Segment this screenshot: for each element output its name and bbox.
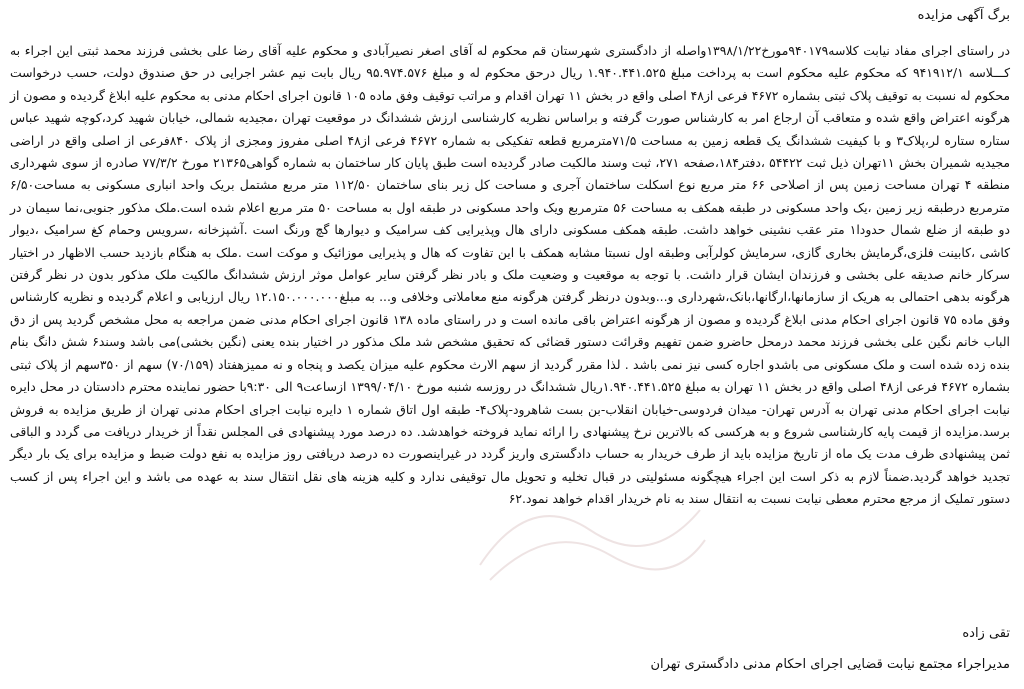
document-body: در راستای اجرای مفاد نیابت کلاسه۹۴۰۱۷۹مورخ۱۳۹۸/۱/۲۲واصله از دادگستری شهرستان قم محکوم له آقای اصغر نصیرآبادی و محکوم علیه آقای رضا علی بخشی فرزند محمد ثبتی این اجراء به کـــلاسه ۹۴۱۹۱۲/۱ که محکوم علیه محکوم است به پرداخت مبلغ ۱.۹۴۰.۴۴۱.۵۲۵ ریال درحق محکوم له و مبلغ ۹۵.۹۷۴.۵۷۶ ریال بابت نیم عشر اجرایی در حق صندوق دولت، حسب درخواست محکوم له نسبت به توقیف پلاک ثبتی بشماره ۴۶۷۲ فرعی از۴۸ اصلی واقع در بخش ۱۱ تهران اقدام و مراتب توقیف وفق ماده ۱۰۵ قانون اجرای احکام مدنی به محکوم علیه ابلاغ گردیده و مصون از هرگونه اعتراض واقع شده و متعاقب آن ارجاع امر به کارشناس صورت گرفته و براساس نظریه کارشناسی ارزش ششدانگ در موقعیت تهران ،مجیدیه شمالی، خیابان شهید کرد،کوچه شهید عباس ستاره ستاره لر،پلاک۳ و با کیفیت ششدانگ یک قطعه زمین به مساحت ۷۱/۵مترمربع قطعه تفکیکی به شماره ۴۶۷۲ فرعی از۴۸ اصلی مفروز ومجزی از پلاک ۸۴۰فرعی از اصلی واقع در اراضی مجیدیه شمیران بخش ۱۱تهران ذیل ثبت ۵۴۴۲۲ ،دفتر۱۸۴،صفحه ۲۷۱، ثبت وسند مالکیت صادر گردیده است طبق پایان کار ساختمان به شماره گواهی۲۱۳۶۵ مورخ ۷۷/۳/۲ صادره از سوی شهرداری منطقه ۴ تهران مساحت زمین پس از اصلاحی ۶۶ متر مربع نوع اسکلت ساختمان آجری و مساحت کل زیر بنای ساختمان ۱۱۲/۵۰ متر مربع مشتمل بریک واحد انباری مسکونی به مساحت۶/۵۰ مترمربع درطبقه زیر زمین ،یک واحد مسکونی در طبقه همکف به مساحت ۵۶ مترمربع ویک واحد مسکونی در طبقه اول به مساحت ۵۰ متر مربع اعلام شده است.ملک مذکور جنوبی،نما سیمان در دو طبقه از ضلع شمال حدودا۱ متر عقب نشینی خواهد داشت. طبقه همکف مسکونی دارای هال وپذیرایی کف سرامیک و دیوارها گچ ورنگ است .آشپزخانه ،سرویس وحمام کغ سرامیک ،دیوار کاشی ،کابینت فلزی،گرمایش بخاری گازی، سرمایش کولرآبی وطبقه اول نسبتا مشابه همکف با این تفاوت که هال و پذیرایی موزائیک و موکت است .ملک به هنگام بازدید حسب الاظهار در اختیار سرکار خانم صدیقه علی بخشی و فرزندان ایشان قرار داشت. با توجه به موقعیت و وضعیت ملک و بادر نظر گرفتن سایر عوامل موثر ارزش ششدانگ مالکیت ملک مذکور بدون در نظر گرفتن هرگونه بدهی احتمالی به هریک از سازمانها،ارگانها،بانک،شهرداری و...وبدون درنظر گرفتن هرگونه منع معاملاتی وخلافی و... به مبلغ۱۲.۱۵۰.۰۰۰.۰۰۰ ریال ارزیابی و اعلام گردیده و نظریه کارشناس وفق ماده ۷۵ قانون اجرای احکام مدنی ابلاغ گردیده و مصون از هرگونه اعتراض باقی مانده است و در راستای ماده ۱۳۸ قانون اجرای احکام مدنی ضمن مراجعه به محل مشخص گردید پس از دق الباب خانم نگین علی بخشی فرزند محمد درمحل حاضرو ضمن تفهیم وقرائت دستور قضائی که تحقیق مشخص شد ملک مذکور در اختیار بنده یعنی (نگین بخشی)می باشد وسند۶ شش دانگ بنام بنده زده شده است و ملک مسکونی می باشدو اجاره کسی نیز نمی باشد . لذا مقرر گردید از سهم الارث محکوم علیه میزان یکصد و پنجاه و نه ممیزهفتاد (۷۰/۱۵۹) سهم از ۳۵۰سهم از پلاک ثبتی بشماره ۴۶۷۲ فرعی از۴۸ اصلی واقع در بخش ۱۱ تهران به مبلغ ۱.۹۴۰.۴۴۱.۵۲۵ریال ششدانگ در روزسه شنبه مورخ ۱۳۹۹/۰۴/۱۰ ازساعت۹ الی ۹:۳۰با حضور نماینده محترم دادستان در محل دایره نیابت اجرای احکام مدنی تهران به آدرس تهران- میدان فردوسی-خیابان انقلاب-بن بست شاهرود-پلاک۴- طبقه اول اتاق شماره ۱ دایره نیابت اجرای احکام مدنی تهران از طریق مزایده به فروش برسد.مزایده از قیمت پایه کارشناسی شروع و به هرکسی که بالاترین نرخ پیشنهادی را ارائه نماید فروخته خواهدشد. ده درصد مورد پیشنهادی فی المجلس نقداً از خریدار دریافت می گردد و الباقی ثمن پیشنهادی ظرف مدت یک ماه از تاریخ مزایده باید از طرف خریدار به حساب دادگستری واریز گردد در غیراینصورت ده درصد دریافتی روز مزایده به نفع دولت ضبط و مزایده برای یک بار دیگر تجدید خواهد گردید.ضمناً لازم به ذکر است این اجراء هیچگونه مسئولیتی در قبال تخلیه و تحویل مال توقیفی ندارد و کلیه هزینه های نقل انتقال سند به عهده می باشد و این اجراء پس از کسب دستور تملیک از مرجع محترم معطی نیابت نسبت به انتقال سند به نام خریدار اقدام خواهد نمود.۶۲ [10, 43, 1011, 507]
document-title: برگ آگهی مزایده [917, 8, 1010, 23]
signer-name: تقی زاده [962, 626, 1010, 641]
signer-role: مدیراجراء مجتمع نیابت قضایی اجرای احکام مدنی دادگستری تهران [650, 657, 1010, 672]
watermark-seal-icon [470, 470, 710, 600]
